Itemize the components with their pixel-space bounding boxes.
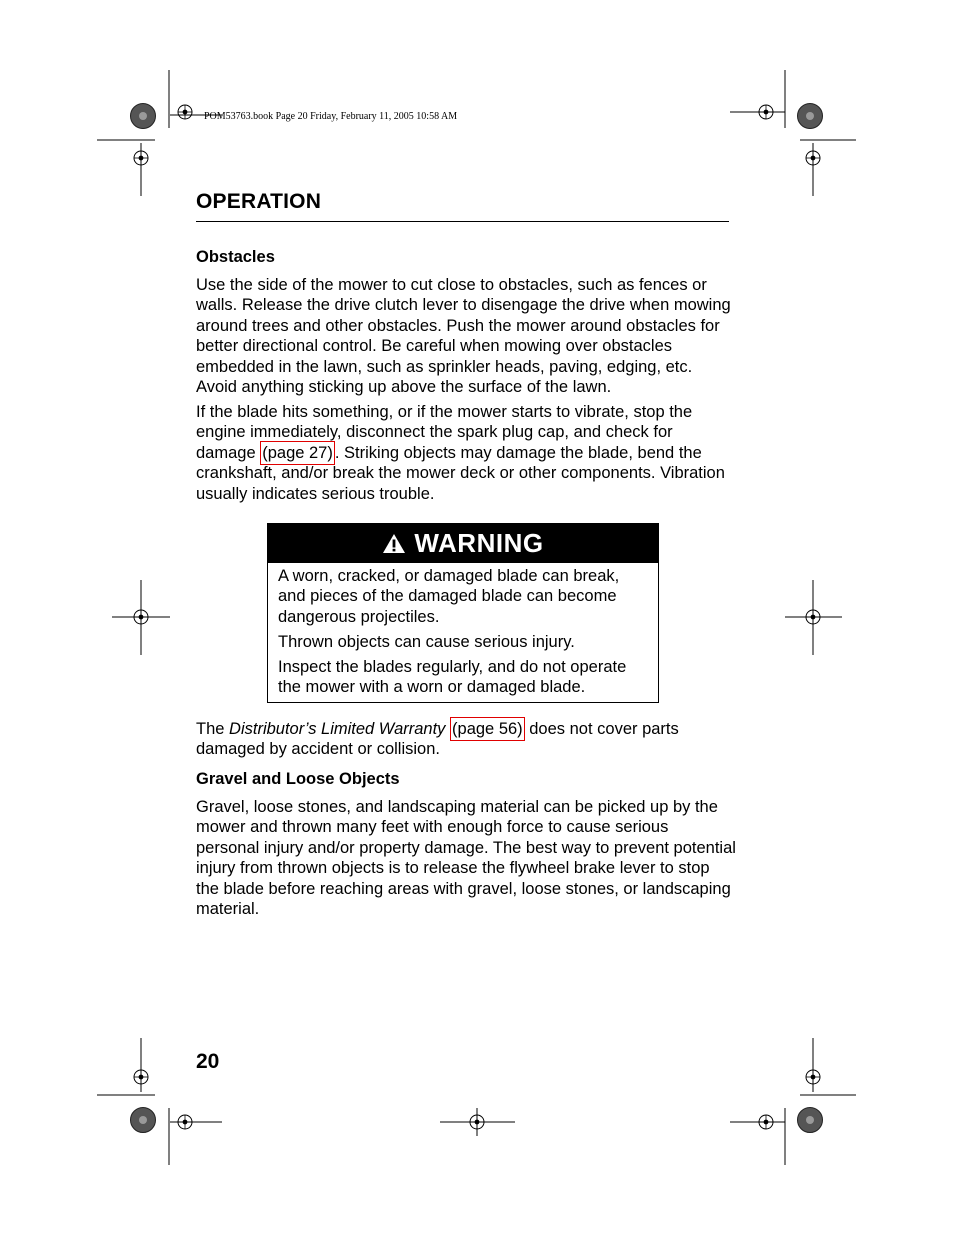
warning-line-1: A worn, cracked, or damaged blade can break, and pieces of the damaged blade can become dangerous projectiles. <box>278 567 620 626</box>
obstacles-paragraph-2 <box>196 402 736 504</box>
warranty-paragraph-text <box>196 719 736 760</box>
warning-box <box>267 523 659 703</box>
page-27-link[interactable]: (page 27) <box>260 441 335 465</box>
gravel-paragraph <box>196 797 736 919</box>
obstacles-paragraph-2-before: If the blade hits something, or if the mower starts to vibrate, stop the engine immediately, disconnect the spark plug cap, and check for damage <box>196 403 693 462</box>
page-56-link[interactable]: (page 56) <box>450 717 525 741</box>
warranty-before: The <box>196 720 230 738</box>
obstacles-paragraph-1-text: Use the side of the mower to cut close to obstacles, such as fences or walls. Release the drive clutch lever to disengage the drive when mowing around trees and other obstacles. Push the mower around obstacles for better directional control. Be careful when mowing over obstacles embedded in the lawn, such as sprinkler heads, paving, edging, etc. Avoid anything sticking up above the surface of the lawn. <box>196 276 731 397</box>
warning-line-3: Inspect the blades regularly, and do not operate the mower with a worn or damaged blade. <box>278 657 627 697</box>
warranty-paragraph <box>196 719 736 760</box>
obstacles-paragraph-1 <box>196 275 736 397</box>
warning-line-2: Thrown objects can cause serious injury. <box>278 632 575 651</box>
gravel-heading: Gravel and Loose Objects <box>196 770 400 788</box>
section-rule <box>196 221 729 222</box>
book-slug-line: POM53763.book Page 20 Friday, February 11, 2005 10:58 AM <box>204 111 458 122</box>
warning-body <box>268 563 658 697</box>
obstacles-paragraph-2-text <box>196 402 736 504</box>
section-title: OPERATION <box>196 190 322 213</box>
obstacles-paragraph-2-after: . Striking objects may damage the blade, bend the crankshaft, and/or break the mower deck or other components. Vibration usually indicates serious trouble. <box>196 443 725 503</box>
obstacles-heading: Obstacles <box>196 248 275 266</box>
warning-header <box>268 524 658 563</box>
warning-triangle-icon <box>382 533 406 554</box>
warning-title: WARNING <box>414 528 544 558</box>
gravel-paragraph-text: Gravel, loose stones, and landscaping material can be picked up by the mower and thrown many feet with enough force to cause serious personal injury and/or property damage. The best way to prevent potential injury from thrown objects is to release the flywheel brake lever to stop the blade before reaching areas with gravel, loose stones, or landscaping material. <box>196 798 736 919</box>
warranty-title: Distributor’s Limited Warranty <box>229 720 446 738</box>
warranty-after: does not cover parts damaged by accident or collision. <box>196 720 679 759</box>
page-number: 20 <box>196 1050 220 1073</box>
